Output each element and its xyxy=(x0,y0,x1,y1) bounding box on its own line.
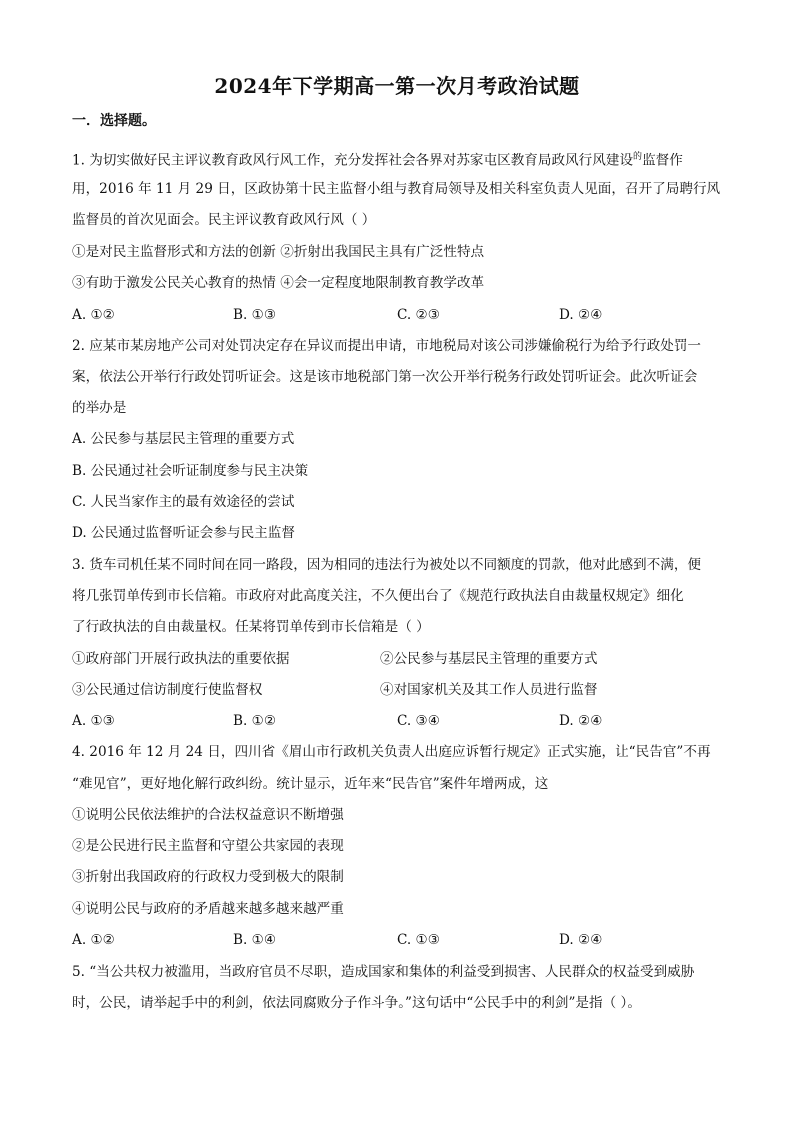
q3-line-1: 3. 货车司机任某不同时间在同一路段，因为相同的违法行为被处以不同额度的罚款，他对此感到不满，便 xyxy=(72,557,702,573)
section-heading: 一．选择题。 xyxy=(72,113,156,129)
q3-line-3: 了行政执法的自由裁量权。任某将罚单传到市长信箱是（ ） xyxy=(72,619,430,635)
q4-line-1: 4. 2016 年 12 月 24 日，四川省《眉山市行政机关负责人出庭应诉暂行规定》正式实施，让“民告官”不再 xyxy=(72,744,711,760)
q4-line-2: “难见官”，更好地化解行政纠纷。统计显示，近年来“民告官”案件年增两成，这 xyxy=(72,776,549,792)
q1-option-b[interactable]: B. ①③ xyxy=(233,307,277,323)
q5-line-1: 5. “当公共权力被滥用，当政府官员不尽职，造成国家和集体的利益受到损害、人民群众的权益受到威胁 xyxy=(72,964,695,980)
q1-statement-1: ①是对民主监督形式和方法的创新 ②折射出我国民主具有广泛性特点 xyxy=(72,244,485,260)
q2-line-1: 2. 应某市某房地产公司对处罚决定存在异议而提出申请，市地税局对该公司涉嫌偷税行为给予行政处罚一 xyxy=(72,338,702,354)
q3-option-c[interactable]: C. ③④ xyxy=(397,713,440,729)
q3-option-b[interactable]: B. ①② xyxy=(233,713,277,729)
q3-statement-3: ③公民通过信访制度行使监督权 xyxy=(72,682,263,698)
q4-option-b[interactable]: B. ①④ xyxy=(233,932,277,948)
q1-option-a[interactable]: A. ①② xyxy=(72,307,115,323)
q3-line-2: 将几张罚单传到市长信箱。市政府对此高度关注，不久便出台了《规范行政执法自由裁量权规定》细化 xyxy=(72,588,684,604)
q4-statement-4: ④说明公民与政府的矛盾越来越多越来越严重 xyxy=(72,901,344,917)
q4-option-c[interactable]: C. ①③ xyxy=(397,932,440,948)
q1-superscript: 的 xyxy=(633,152,643,162)
q2-option-c[interactable]: C. 人民当家作主的最有效途径的尝试 xyxy=(72,494,295,510)
q1-line-3: 监督员的首次见面会。民主评议教育政风行风（ ） xyxy=(72,212,376,228)
q2-option-b[interactable]: B. 公民通过社会听证制度参与民主决策 xyxy=(72,463,309,479)
q3-option-d[interactable]: D. ②④ xyxy=(559,713,603,729)
q2-line-2: 案，依法公开举行行政处罚听证会。这是该市地税部门第一次公开举行税务行政处罚听证会。此次听证会 xyxy=(72,369,698,385)
q4-statement-1: ①说明公民依法维护的合法权益意识不断增强 xyxy=(72,807,344,823)
page-title: 2024年下学期高一第一次月考政治试题 xyxy=(214,74,580,98)
q4-option-a[interactable]: A. ①② xyxy=(72,932,115,948)
q2-option-a[interactable]: A. 公民参与基层民主管理的重要方式 xyxy=(72,431,295,447)
q2-line-3: 的举办是 xyxy=(72,400,127,416)
q2-option-d[interactable]: D. 公民通过监督听证会参与民主监督 xyxy=(72,525,295,541)
q3-statement-2: ②公民参与基层民主管理的重要方式 xyxy=(380,651,598,667)
q5-line-2: 时，公民，请举起手中的利剑，依法同腐败分子作斗争。”这句话中“公民手中的利剑”是指（ ）。 xyxy=(72,995,641,1011)
q3-option-a[interactable]: A. ①③ xyxy=(72,713,115,729)
q1-text-b: 监督作 xyxy=(642,152,683,169)
q4-statement-3: ③折射出我国政府的行政权力受到极大的限制 xyxy=(72,869,344,885)
q4-option-d[interactable]: D. ②④ xyxy=(559,932,603,948)
q1-option-d[interactable]: D. ②④ xyxy=(559,307,603,323)
q3-statement-4: ④对国家机关及其工作人员进行监督 xyxy=(380,682,598,698)
q4-statement-2: ②是公民进行民主监督和守望公共家园的表现 xyxy=(72,838,344,854)
q1-line-1 xyxy=(72,148,683,170)
q1-text-a: 1. 为切实做好民主评议教育政风行风工作，充分发挥社会各界对苏家屯区教育局政风行风建设 xyxy=(72,152,634,169)
q3-statement-1: ①政府部门开展行政执法的重要依据 xyxy=(72,651,290,667)
q1-option-c[interactable]: C. ②③ xyxy=(397,307,440,323)
q1-statement-2: ③有助于激发公民关心教育的热情 ④会一定程度地限制教育教学改革 xyxy=(72,275,485,291)
q1-line-2: 用，2016 年 11 月 29 日，区政协第十民主监督小组与教育局领导及相关科室负责人见面，召开了局聘行风 xyxy=(72,181,721,197)
